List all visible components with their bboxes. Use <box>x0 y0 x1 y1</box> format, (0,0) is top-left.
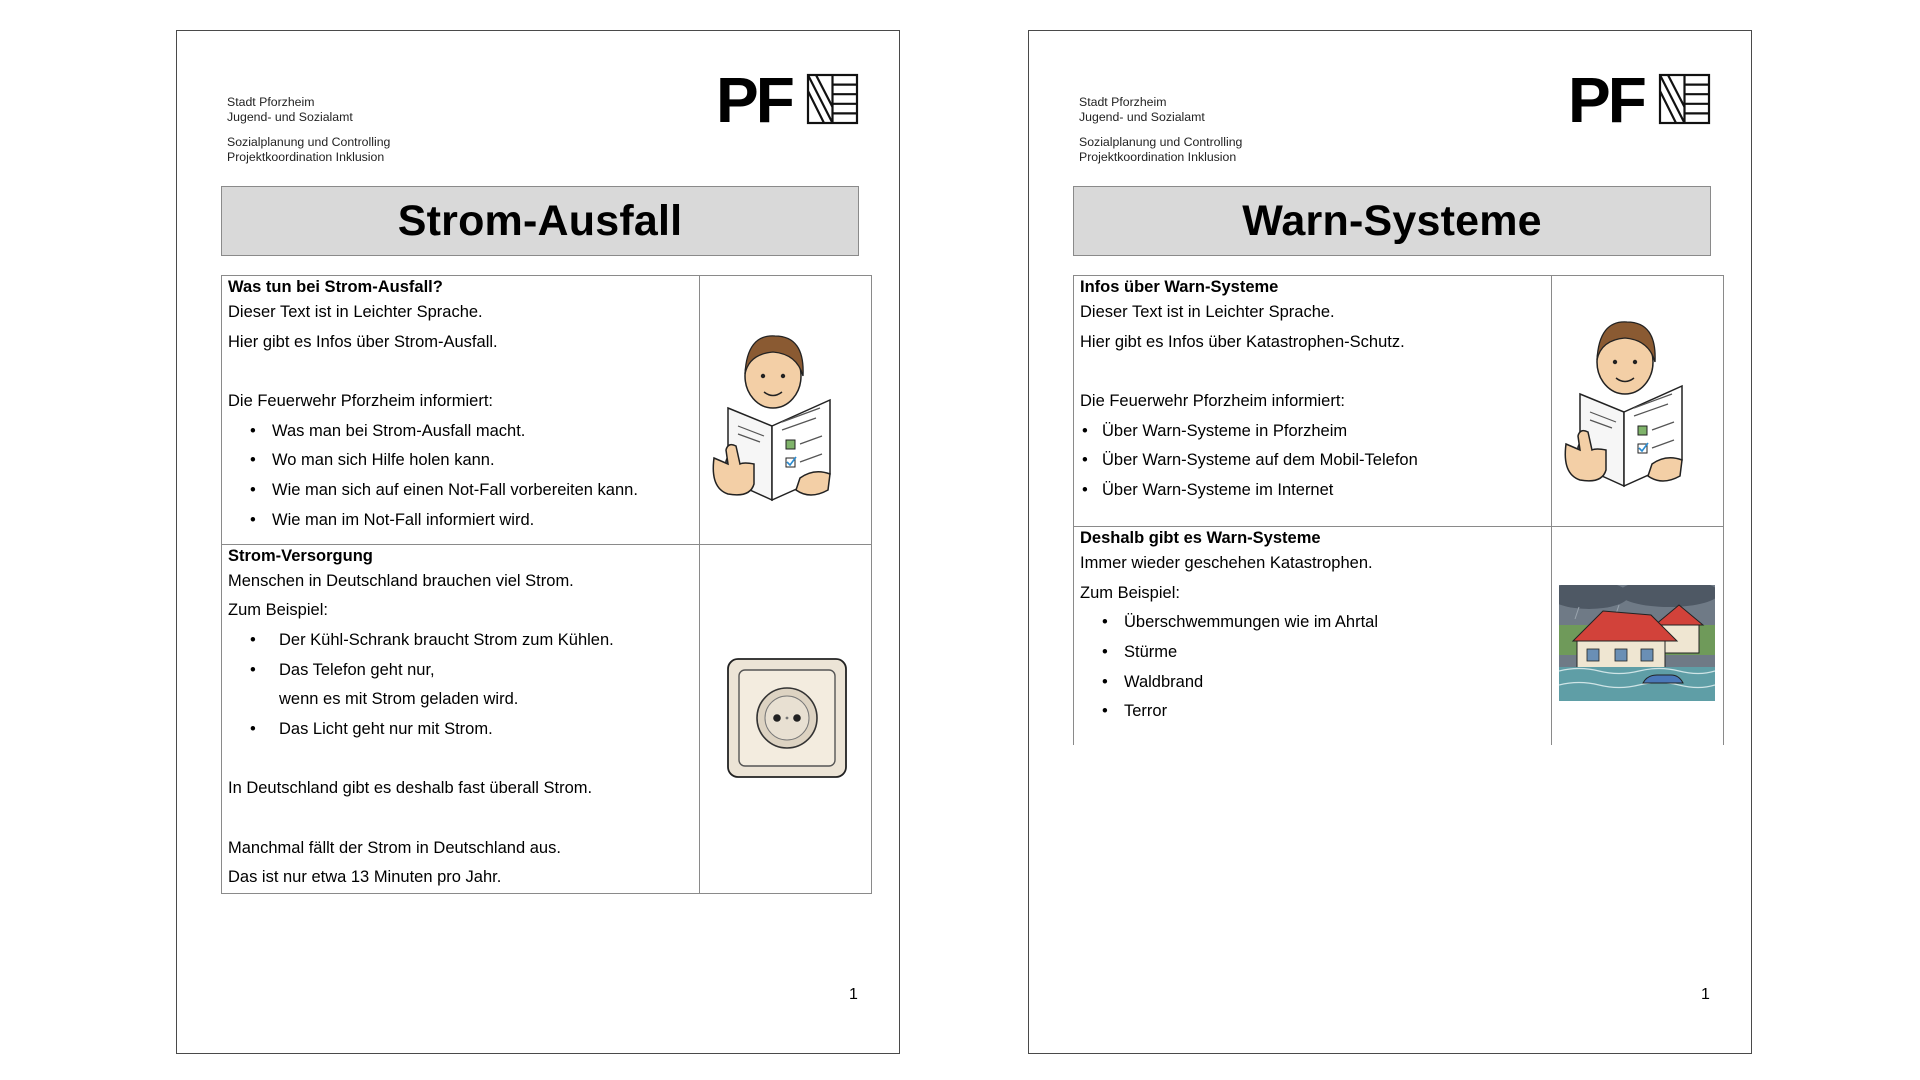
letterhead-city: Stadt Pforzheim <box>1079 95 1167 109</box>
pforzheim-logo-icon <box>716 71 860 127</box>
content-table <box>1073 275 1724 745</box>
letterhead-department: Sozialplanung und Controlling <box>227 135 391 149</box>
list-item: • Das Licht geht nur mit Strom. <box>228 715 693 745</box>
page-title: Warn-Systeme <box>1073 186 1711 256</box>
section-row <box>1074 526 1724 745</box>
section-image-cell <box>700 276 872 545</box>
list-item-continuation: wenn es mit Strom geladen wird. <box>279 690 519 709</box>
text-line: Die Feuerwehr Pforzheim informiert: <box>228 392 493 411</box>
list-item: • Wie man sich auf einen Not-Fall vorbereiten kann. <box>228 476 693 506</box>
text-line: Die Feuerwehr Pforzheim informiert: <box>1080 392 1345 411</box>
list-item: • Das Telefon geht nur, <box>228 656 693 686</box>
letterhead-project: Projektkoordination Inklusion <box>227 150 385 164</box>
page-title: Strom-Ausfall <box>221 186 859 256</box>
text-line: Zum Beispiel: <box>228 601 328 620</box>
list-item: • Stürme <box>1080 638 1545 668</box>
section-image-cell <box>700 544 872 894</box>
letterhead <box>1079 95 1242 165</box>
section-row <box>222 276 872 545</box>
list-item: • Über Warn-Systeme in Pforzheim <box>1080 417 1545 447</box>
list-item: • Der Kühl-Schrank braucht Strom zum Kühlen. <box>228 626 693 656</box>
section-text <box>1074 276 1552 527</box>
list-item: • Wie man im Not-Fall informiert wird. <box>228 506 693 536</box>
list-item: • Wo man sich Hilfe holen kann. <box>228 446 693 476</box>
text-line: Menschen in Deutschland brauchen viel Strom. <box>228 571 574 590</box>
page-number: 1 <box>1701 986 1710 1003</box>
letterhead-office: Jugend- und Sozialamt <box>227 110 353 124</box>
text-line: In Deutschland gibt es deshalb fast überall Strom. <box>228 779 593 798</box>
list-item: • Über Warn-Systeme auf dem Mobil-Telefon <box>1080 446 1545 476</box>
text-line: Das ist nur etwa 13 Minuten pro Jahr. <box>228 868 502 887</box>
section-text <box>1074 526 1552 745</box>
document-page-warn-systeme <box>1028 30 1752 1054</box>
list-item: • Überschwemmungen wie im Ahrtal <box>1080 608 1545 638</box>
list-item: • Terror <box>1080 697 1545 727</box>
section-image-cell <box>1552 526 1724 745</box>
list-item: • Waldbrand <box>1080 668 1545 698</box>
section-image-cell <box>1552 276 1724 527</box>
svg-text:PF: PF <box>1568 71 1644 127</box>
text-line: Immer wieder geschehen Katastrophen. <box>1080 553 1373 572</box>
text-line: Hier gibt es Infos über Strom-Ausfall. <box>228 332 498 351</box>
list-item: • Über Warn-Systeme im Internet <box>1080 476 1545 506</box>
letterhead-project: Projektkoordination Inklusion <box>1079 150 1237 164</box>
section-heading: Was tun bei Strom-Ausfall? <box>228 278 443 296</box>
section-heading: Deshalb gibt es Warn-Systeme <box>1080 528 1321 547</box>
person-reading-book-thumbs-up-icon <box>1560 316 1690 496</box>
text-line: Hier gibt es Infos über Katastrophen-Schutz. <box>1080 332 1405 351</box>
power-socket-icon <box>726 657 848 779</box>
section-text <box>222 276 700 545</box>
text-line: Dieser Text ist in Leichter Sprache. <box>1080 303 1335 321</box>
text-line: Zum Beispiel: <box>1080 583 1180 602</box>
person-reading-book-thumbs-up-icon <box>708 330 838 510</box>
list-item: • Was man bei Strom-Ausfall macht. <box>228 417 693 447</box>
section-heading: Strom-Versorgung <box>228 546 373 565</box>
letterhead-city: Stadt Pforzheim <box>227 95 315 109</box>
svg-text:PF: PF <box>716 71 792 127</box>
section-row <box>222 544 872 894</box>
pforzheim-logo-icon <box>1568 71 1712 127</box>
section-text <box>222 544 700 894</box>
letterhead <box>227 95 390 165</box>
section-heading: Infos über Warn-Systeme <box>1080 278 1279 296</box>
text-line: Manchmal fällt der Strom in Deutschland aus. <box>228 838 561 857</box>
letterhead-office: Jugend- und Sozialamt <box>1079 110 1205 124</box>
text-line: Dieser Text ist in Leichter Sprache. <box>228 303 483 321</box>
content-table <box>221 275 872 894</box>
document-page-strom-ausfall <box>176 30 900 1054</box>
flooded-house-icon <box>1559 585 1715 701</box>
page-number: 1 <box>849 986 858 1003</box>
section-row <box>1074 276 1724 527</box>
letterhead-department: Sozialplanung und Controlling <box>1079 135 1243 149</box>
